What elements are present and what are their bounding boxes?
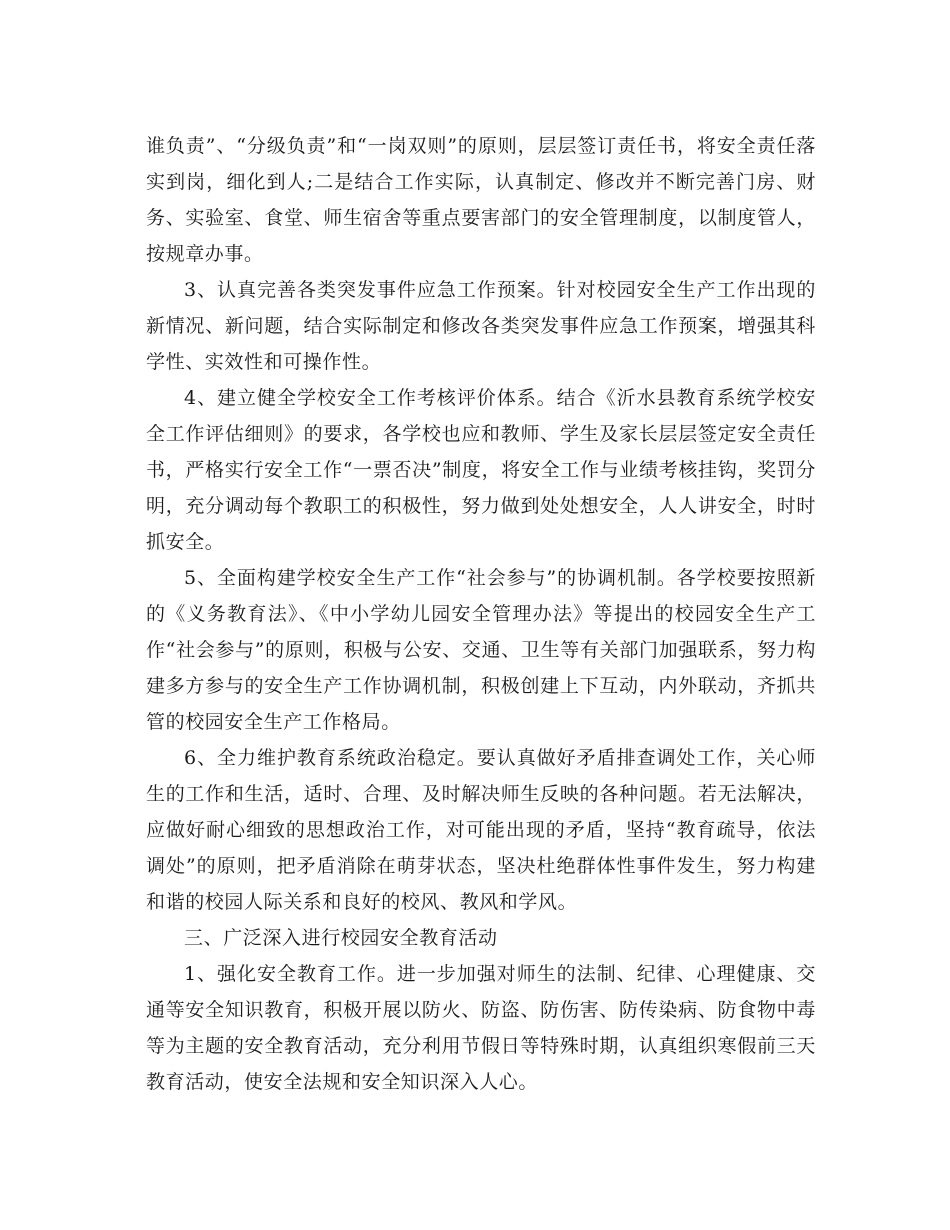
paragraph-continuation: 谁负责”、“分级负责”和“一岗双则”的原则，层层签订责任书，将安全责任落实到岗，细化到人;二是结合工作实际，认真制定、修改并不断完善门房、财务、实验室、食堂、师生宿舍等重点要害部门的安全管理制度，以制度管人，按规章办事。	[146, 135, 816, 265]
paragraph-item-3: 3、认真完善各类突发事件应急工作预案。针对校园安全生产工作出现的新情况、新问题，结合实际制定和修改各类突发事件应急工作预案，增强其科学性、实效性和可操作性。	[146, 279, 816, 373]
document-body	[146, 128, 816, 1100]
paragraph-section-3-item-1: 1、强化安全教育工作。进一步加强对师生的法制、纪律、心理健康、交通等安全知识教育，积极开展以防火、防盗、防伤害、防传染病、防食物中毒等为主题的安全教育活动，充分利用节假日等特殊时期，认真组织寒假前三天教育活动，使安全法规和安全知识深入人心。	[146, 963, 816, 1093]
paragraph-item-5: 5、全面构建学校安全生产工作“社会参与”的协调机制。各学校要按照新的《义务教育法》、《中小学幼儿园安全管理办法》等提出的校园安全生产工作“社会参与”的原则，积极与公安、交通、卫生等有关部门加强联系，努力构建多方参与的安全生产工作协调机制，积极创建上下互动，内外联动，齐抓共管的校园安全生产工作格局。	[146, 567, 816, 733]
section-heading-3: 三、广泛深入进行校园安全教育活动	[184, 927, 498, 949]
paragraph-item-6: 6、全力维护教育系统政治稳定。要认真做好矛盾排查调处工作，关心师生的工作和生活，适时、合理、及时解决师生反映的各种问题。若无法解决，应做好耐心细致的思想政治工作，对可能出现的矛盾，坚持“教育疏导，依法调处”的原则，把矛盾消除在萌芽状态，坚决杜绝群体性事件发生，努力构建和谐的校园人际关系和良好的校风、教风和学风。	[146, 747, 816, 913]
paragraph-item-4: 4、建立健全学校安全工作考核评价体系。结合《沂水县教育系统学校安全工作评估细则》的要求，各学校也应和教师、学生及家长层层签定安全责任书，严格实行安全工作“一票否决”制度，将安全工作与业绩考核挂钩，奖罚分明，充分调动每个教职工的积极性，努力做到处处想安全，人人讲安全，时时抓安全。	[146, 387, 816, 553]
